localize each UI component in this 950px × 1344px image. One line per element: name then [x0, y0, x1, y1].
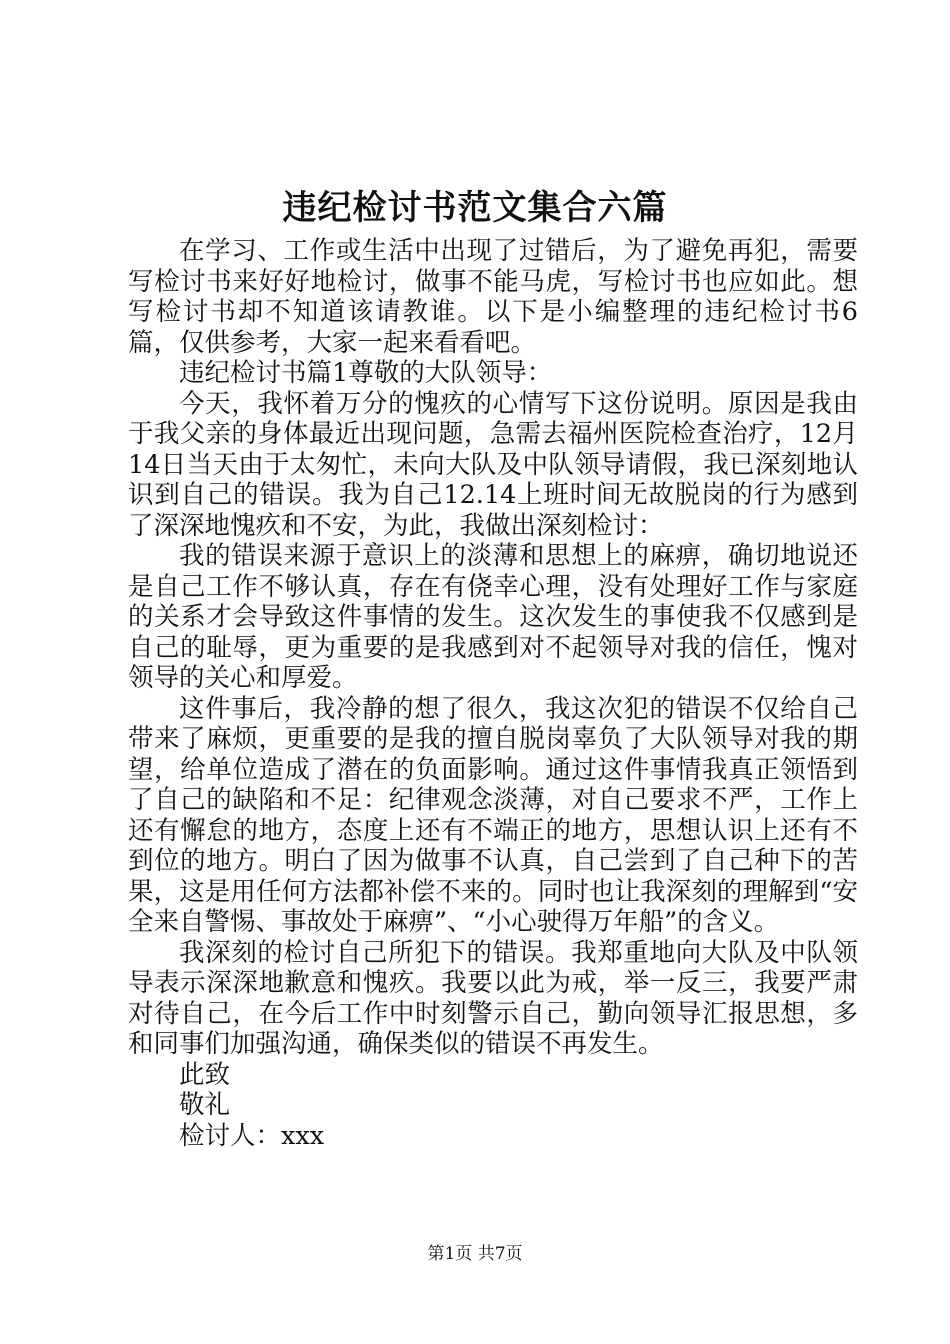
page-number-footer: 第1页 共7页 — [427, 1244, 523, 1264]
body-paragraph: 我深刻的检讨自己所犯下的错误。我郑重地向大队及中队领导表示深深地歉意和愧疚。我要以此为戒，举一反三，我要严肃对待自己，在今后工作中时刻警示自己，勤向领导汇报思想，多和同事们加强沟通，确保类似的错误不再发生。 — [128, 937, 858, 1059]
closing-line: 此致 — [179, 1059, 231, 1090]
body-paragraph: 这件事后，我冷静的想了很久，我这次犯的错误不仅给自己带来了麻烦，更重要的是我的擅自脱岗辜负了大队领导对我的期望，给单位造成了潜在的负面影响。通过这件事情我真正领悟到了自己的缺陷和不足：纪律观念淡薄，对自己要求不严，工作上还有懈怠的地方，态度上还有不端正的地方，思想认识上还有不到位的地方。明白了因为做事不认真，自己尝到了自己种下的苦果，这是用任何方法都补偿不来的。同时也让我深刻的理解到“安全来自警惕、事故处于麻痹”、“小心驶得万年船”的含义。 — [128, 693, 858, 937]
document-title: 违纪检讨书范文集合六篇 — [282, 188, 668, 228]
document-body — [128, 236, 858, 1151]
closing-line: 敬礼 — [179, 1090, 231, 1120]
body-paragraph: 我的错误来源于意识上的淡薄和思想上的麻痹，确切地说还是自己工作不够认真，存在有侥幸心理，没有处理好工作与家庭的关系才会导致这件事情的发生。这次发生的事使我不仅感到是自己的耻辱，更为重要的是我感到对不起领导对我的信任，愧对领导的关心和厚爱。 — [128, 541, 858, 693]
body-paragraph: 今天，我怀着万分的愧疚的心情写下这份说明。原因是我由于我父亲的身体最近出现问题，急需去福州医院检查治疗，12月14日当天由于太匆忙，未向大队及中队领导请假，我已深刻地认识到自己的错误。我为自己12.14上班时间无故脱岗的行为感到了深深地愧疚和不安，为此，我做出深刻检讨： — [128, 388, 858, 541]
section-heading-salutation: 违纪检讨书篇1尊敬的大队领导： — [179, 358, 553, 388]
signature-line: 检讨人：xxx — [179, 1120, 325, 1151]
intro-paragraph: 在学习、工作或生活中出现了过错后，为了避免再犯，需要写检讨书来好好地检讨，做事不能马虎，写检讨书也应如此。想写检讨书却不知道该请教谁。以下是小编整理的违纪检讨书6篇，仅供参考，大家一起来看看吧。 — [128, 236, 858, 358]
